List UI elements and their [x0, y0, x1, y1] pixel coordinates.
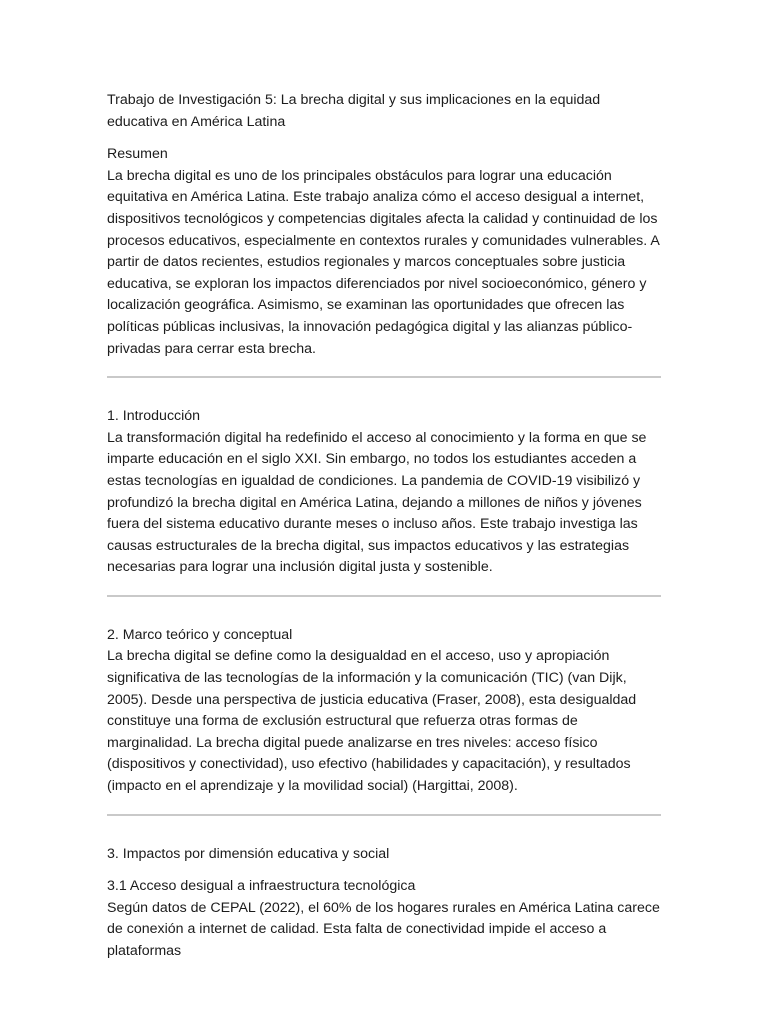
introduction-section: [107, 406, 661, 579]
infrastructure-body: Según datos de CEPAL (2022), el 60% de los hogares rurales en América Latina carece de conexión a internet de calidad. Esta falta de conectividad impide el acceso a plataformas: [107, 899, 660, 959]
abstract-heading: Resumen: [107, 146, 168, 163]
section-divider: [107, 376, 661, 378]
section-divider: [107, 814, 661, 816]
abstract-body: La brecha digital es uno de los principales obstáculos para lograr una educación equitativa en América Latina. Este trabajo analiza cómo el acceso desigual a internet, dispositivos tecnológicos y competencias digitales afecta la calidad y continuidad de los procesos educativos, especialmente en contextos rurales y comunidades vulnerables. A partir de datos recientes, estudios regionales y marcos conceptuales sobre justicia educativa, se exploran los impactos diferenciados por nivel socioeconómico, género y localización geográfica. Asimismo, se examinan las oportunidades que ofrecen las políticas públicas inclusivas, la innovación pedagógica digital y las alianzas público-privadas para cerrar esta brecha.: [107, 167, 660, 357]
framework-heading: 2. Marco teórico y conceptual: [107, 626, 293, 643]
infrastructure-subheading: 3.1 Acceso desigual a infraestructura tecnológica: [107, 878, 416, 895]
document-title: Trabajo de Investigación 5: La brecha digital y sus implicaciones en la equidad educativa en América Latina: [107, 92, 601, 130]
section-divider: [107, 595, 661, 597]
introduction-body: La transformación digital ha redefinido el acceso al conocimiento y la forma en que se imparte educación en el siglo XXI. Sin embargo, no todos los estudiantes acceden a estas tecnologías en igualdad de condiciones. La pandemia de COVID-19 visibilizó y profundizó la brecha digital en América Latina, dejando a millones de niños y jóvenes fuera del sistema educativo durante meses o incluso años. Este trabajo investiga las causas estructurales de la brecha digital, sus impactos educativos y las estrategias necesarias para lograr una inclusión digital justa y sostenible.: [107, 429, 647, 576]
abstract-section: [107, 144, 661, 360]
introduction-heading: 1. Introducción: [107, 408, 201, 425]
impacts-heading: 3. Impactos por dimensión educativa y social: [107, 845, 390, 862]
document-content: [107, 90, 661, 963]
impacts-section: [107, 844, 661, 963]
framework-section: [107, 625, 661, 798]
framework-body: La brecha digital se define como la desigualdad en el acceso, uso y apropiación significativa de las tecnologías de la información y la comunicación (TIC) (van Dijk, 2005). Desde una perspectiva de justicia educativa (Fraser, 2008), esta desigualdad constituye una forma de exclusión estructural que refuerza otras formas de marginalidad. La brecha digital puede analizarse en tres niveles: acceso físico (dispositivos y conectividad), uso efectivo (habilidades y capacitación), y resultados (impacto en el aprendizaje y la movilidad social) (Hargittai, 2008).: [107, 648, 637, 795]
